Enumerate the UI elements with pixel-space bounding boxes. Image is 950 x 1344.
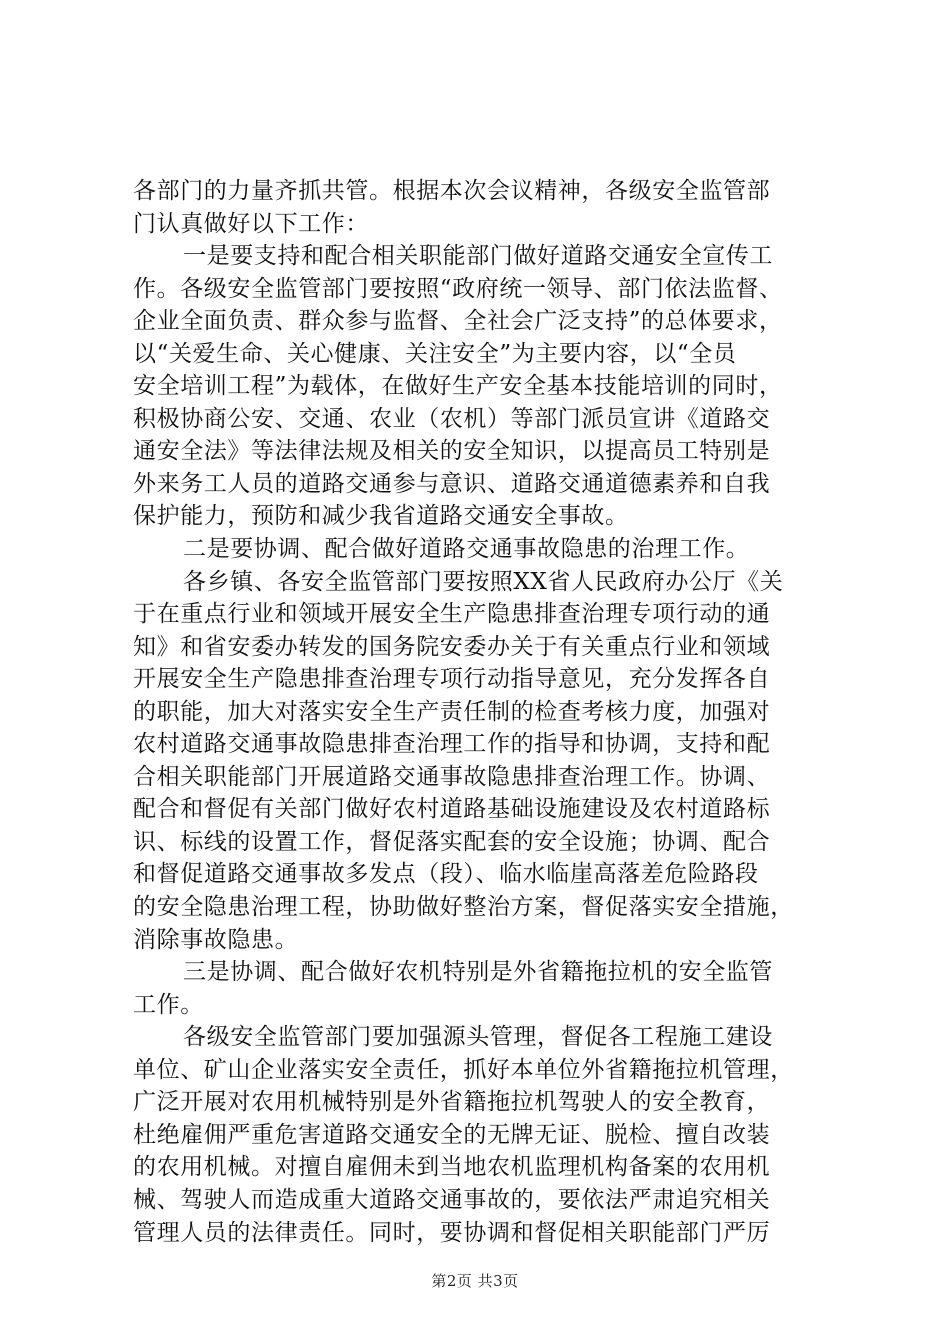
text-line: 企业全面负责、群众参与监督、全社会广泛支持”的总体要求， (133, 308, 783, 335)
document-body (133, 175, 833, 1249)
text-line: 门认真做好以下工作： (133, 210, 369, 237)
text-line: 消除事故隐患。 (133, 926, 299, 953)
text-line: 于在重点行业和领域开展安全生产隐患排查治理专项行动的通 (133, 601, 771, 628)
text-line: 各乡镇、各安全监管部门要按照XX省人民政府办公厅《关 (183, 568, 784, 595)
text-line: 工作。 (133, 991, 204, 1018)
text-line: 以“关爱生命、关心健康、关注安全”为主要内容，以“全员 (133, 340, 737, 367)
text-line: 各级安全监管部门要加强源头管理，督促各工程施工建设 (183, 1024, 773, 1051)
text-line: 广泛开展对农用机械特别是外省籍拖拉机驾驶人的安全教育， (133, 1089, 771, 1116)
text-line: 作。各级安全监管部门要按照“政府统一领导、部门依法监督、 (133, 275, 783, 302)
text-line: 知》和省安委办转发的国务院安委办关于有关重点行业和领域 (133, 633, 771, 660)
text-line: 保护能力，预防和减少我省道路交通安全事故。 (133, 503, 629, 530)
text-line: 积极协商公安、交通、农业（农机）等部门派员宣讲《道路交 (133, 405, 771, 432)
text-line: 的农用机械。对擅自雇佣未到当地农机监理机构备案的农用机 (133, 1154, 771, 1181)
page-number-footer: 第2页 共3页 (431, 1272, 519, 1290)
text-line: 械、驾驶人而造成重大道路交通事故的，要依法严肃追究相关 (133, 1186, 771, 1213)
text-line: 杜绝雇佣严重危害道路交通安全的无牌无证、脱检、擅自改装 (133, 1121, 771, 1148)
text-line: 的安全隐患治理工程，协助做好整治方案，督促落实安全措施， (133, 894, 794, 921)
text-line: 一是要支持和配合相关职能部门做好道路交通安全宣传工 (183, 243, 773, 270)
text-line: 各部门的力量齐抓共管。根据本次会议精神，各级安全监管部 (133, 178, 771, 204)
text-line: 和督促道路交通事故多发点（段）、临水临崖高落差危险路段 (133, 861, 759, 888)
text-line: 安全培训工程”为载体，在做好生产安全基本技能培训的同时， (133, 373, 783, 400)
text-line: 配合和督促有关部门做好农村道路基础设施建设及农村道路标 (133, 796, 771, 823)
text-line: 农村道路交通事故隐患排查治理工作的指导和协调，支持和配 (133, 731, 771, 758)
text-line: 开展安全生产隐患排查治理专项行动指导意见，充分发挥各自 (133, 666, 771, 693)
text-line: 三是协调、配合做好农机特别是外省籍拖拉机的安全监管 (183, 959, 773, 986)
text-line: 合相关职能部门开展道路交通事故隐患排查治理工作。协调、 (133, 763, 771, 790)
text-line: 通安全法》等法律法规及相关的安全知识，以提高员工特别是 (133, 438, 771, 465)
text-line: 单位、矿山企业落实安全责任，抓好本单位外省籍拖拉机管理， (133, 1056, 794, 1083)
text-line: 识、标线的设置工作，督促落实配套的安全设施；协调、配合 (133, 828, 771, 855)
text-line: 管理人员的法律责任。同时，要协调和督促相关职能部门严厉 (133, 1219, 771, 1246)
text-line: 外来务工人员的道路交通参与意识、道路交通道德素养和自我 (133, 470, 771, 497)
text-line: 二是要协调、配合做好道路交通事故隐患的治理工作。 (183, 536, 750, 563)
text-line: 的职能，加大对落实安全生产责任制的检查考核力度，加强对 (133, 698, 771, 725)
